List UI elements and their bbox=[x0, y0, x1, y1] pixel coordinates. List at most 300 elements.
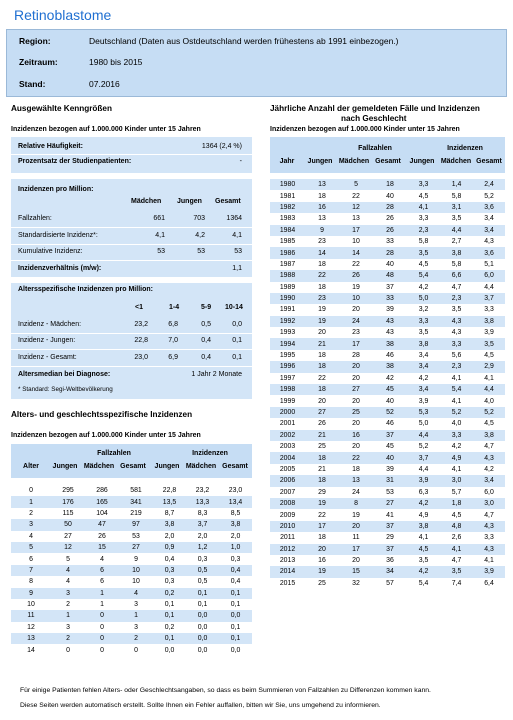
table-cell: 23 bbox=[318, 238, 326, 246]
table-cell: 25 bbox=[339, 407, 373, 418]
annual-col-girls: Mädchen bbox=[338, 158, 370, 165]
period-value: 1980 bis 2015 bbox=[89, 57, 143, 67]
age-col-0: <1 bbox=[135, 304, 143, 311]
row-cum-boys: 53 bbox=[197, 248, 205, 255]
age-row-boys-v0: 22,8 bbox=[134, 337, 148, 344]
table-cell: 25 bbox=[318, 443, 326, 451]
table-cell: 31 bbox=[373, 475, 407, 486]
table-cell: 2003 bbox=[279, 443, 296, 451]
table-cell: 1 bbox=[51, 610, 85, 621]
table-cell: 2007 bbox=[279, 488, 296, 496]
table-cell: 9 bbox=[134, 555, 138, 563]
table-cell: 13,3 bbox=[186, 496, 219, 507]
annual-table-row bbox=[270, 555, 505, 566]
table-cell: 10 bbox=[352, 238, 360, 246]
table-cell: 4 bbox=[100, 555, 104, 563]
table-cell: 22 bbox=[352, 260, 360, 268]
table-cell: 33 bbox=[373, 293, 407, 304]
annual-group-inc: Inzidenzen bbox=[447, 145, 483, 152]
annual-table-row bbox=[270, 509, 505, 520]
table-cell: 36 bbox=[386, 557, 394, 565]
table-cell: 3,0 bbox=[440, 475, 473, 486]
annual-col-total: Gesamt bbox=[375, 158, 401, 165]
table-cell: 4 bbox=[29, 532, 33, 540]
age-group-inc: Inzidenzen bbox=[192, 450, 228, 457]
table-cell: 3,3 bbox=[407, 316, 440, 327]
table-cell: 1992 bbox=[270, 316, 305, 327]
table-cell: 3,7 bbox=[186, 519, 219, 530]
annual-table-row bbox=[270, 487, 505, 498]
table-cell: 18 bbox=[318, 283, 326, 291]
age-specific-box bbox=[11, 283, 252, 399]
table-cell: 115 bbox=[62, 509, 74, 517]
table-cell: 4,5 bbox=[418, 192, 429, 200]
table-cell: 22 bbox=[352, 192, 360, 200]
table-cell: 3 bbox=[51, 588, 85, 599]
table-cell: 4,7 bbox=[451, 557, 462, 565]
age-col-inc-boys: Jungen bbox=[154, 463, 180, 470]
annual-table-row bbox=[270, 498, 505, 509]
divider bbox=[11, 333, 252, 334]
annual-table-row bbox=[270, 407, 505, 418]
table-cell: 22,8 bbox=[162, 487, 177, 495]
table-cell: 1991 bbox=[279, 306, 296, 314]
table-cell: 18 bbox=[318, 260, 326, 268]
table-cell: 3 bbox=[134, 623, 138, 631]
table-cell: 4,3 bbox=[440, 316, 473, 327]
table-cell: 50 bbox=[51, 519, 85, 530]
table-cell: 1,8 bbox=[440, 498, 473, 509]
age-col-inc-girls: Mädchen bbox=[185, 463, 217, 470]
table-cell: 4,3 bbox=[473, 521, 505, 532]
table-cell: 4 bbox=[119, 588, 153, 599]
annual-table-row bbox=[270, 430, 505, 441]
status-row bbox=[19, 79, 120, 89]
region-value: Deutschland (Daten aus Ostdeutschland werden frühestens ab 1991 einbezogen.) bbox=[89, 36, 399, 46]
table-cell: 53 bbox=[132, 532, 140, 540]
table-cell: 37 bbox=[373, 544, 407, 555]
table-cell: 5,0 bbox=[418, 420, 429, 428]
table-cell: 20 bbox=[339, 361, 373, 372]
age-table-row bbox=[11, 576, 252, 587]
age-table-row bbox=[11, 531, 252, 542]
table-cell: 4,7 bbox=[451, 283, 462, 291]
table-cell: 6 bbox=[100, 578, 104, 586]
period-row bbox=[19, 57, 142, 67]
annual-table-row bbox=[270, 373, 505, 384]
table-cell: 4,7 bbox=[484, 443, 494, 451]
table-cell: 13 bbox=[352, 215, 360, 223]
table-cell: 18 bbox=[352, 465, 360, 473]
incidence-title: Inzidenzen pro Million: bbox=[18, 186, 94, 193]
annual-table-row bbox=[270, 441, 505, 452]
table-cell: 3,1 bbox=[440, 202, 473, 213]
incidence-box bbox=[11, 179, 252, 277]
table-cell: 15 bbox=[85, 542, 119, 553]
row-std-girls: 4,1 bbox=[155, 232, 165, 239]
divider bbox=[11, 260, 252, 261]
table-cell: 20 bbox=[352, 557, 360, 565]
annual-table-row bbox=[270, 338, 505, 349]
table-cell: 0,9 bbox=[153, 542, 186, 553]
footnote: * Standard: Segi-Weltbevölkerung bbox=[18, 386, 113, 393]
table-cell: 37 bbox=[373, 521, 407, 532]
age-gender-title: Alters- und geschlechtsspezifische Inzidenzen bbox=[11, 410, 193, 419]
table-cell: 2010 bbox=[270, 521, 305, 532]
table-cell: 4,2 bbox=[451, 443, 462, 451]
table-cell: 26 bbox=[373, 225, 407, 236]
table-cell: 3,5 bbox=[473, 338, 505, 349]
table-cell: 2 bbox=[66, 601, 70, 609]
table-cell: 6 bbox=[85, 565, 119, 576]
annual-col-inc-boys: Jungen bbox=[409, 158, 435, 165]
table-cell: 6,4 bbox=[484, 579, 494, 587]
status-value: 07.2016 bbox=[89, 79, 120, 89]
table-cell: 18 bbox=[318, 192, 326, 200]
table-cell: 5,8 bbox=[418, 238, 429, 246]
table-cell: 1988 bbox=[270, 270, 305, 281]
table-cell: 1990 bbox=[270, 293, 305, 304]
table-cell: 2009 bbox=[279, 511, 296, 519]
col-boys-header: Jungen bbox=[177, 198, 202, 205]
table-cell: 41 bbox=[386, 511, 394, 519]
table-cell: 2,7 bbox=[451, 238, 462, 246]
table-cell: 4,5 bbox=[484, 420, 494, 428]
table-cell: 26 bbox=[339, 270, 373, 281]
table-cell: 3,3 bbox=[484, 306, 494, 314]
table-cell: 13,5 bbox=[153, 496, 186, 507]
table-cell: 4,4 bbox=[440, 225, 473, 236]
table-cell: 2,0 bbox=[197, 532, 208, 540]
table-cell: 29 bbox=[318, 488, 326, 496]
table-cell: 23 bbox=[352, 329, 360, 337]
ratio-value: 1,1 bbox=[232, 265, 242, 272]
table-cell: 2004 bbox=[270, 452, 305, 463]
table-cell: 5,7 bbox=[451, 488, 462, 496]
age-table-row bbox=[11, 485, 252, 496]
table-cell: 0,1 bbox=[230, 601, 241, 609]
annual-table-row bbox=[270, 578, 505, 589]
rel-freq-value: 1364 (2,4 %) bbox=[201, 143, 242, 150]
table-cell: 39 bbox=[386, 306, 394, 314]
table-cell: 20 bbox=[305, 544, 339, 555]
table-cell: 5,2 bbox=[473, 407, 505, 418]
table-cell: 40 bbox=[386, 397, 394, 405]
table-cell: 4 bbox=[66, 578, 70, 586]
table-cell: 5,8 bbox=[451, 260, 462, 268]
annual-table-row bbox=[270, 327, 505, 338]
table-cell: 27 bbox=[339, 384, 373, 395]
row-cases-girls: 661 bbox=[153, 215, 165, 222]
status-label: Stand: bbox=[19, 79, 46, 89]
age-gender-subtitle: Inzidenzen bezogen auf 1.000.000 Kinder unter 15 Jahren bbox=[11, 432, 201, 439]
table-cell: 14 bbox=[339, 247, 373, 258]
table-cell: 3 bbox=[134, 601, 138, 609]
info-header-box bbox=[6, 29, 507, 97]
table-cell: 24 bbox=[352, 488, 360, 496]
table-cell: 5 bbox=[66, 555, 70, 563]
table-cell: 18 bbox=[373, 179, 407, 190]
table-cell: 4,2 bbox=[418, 374, 429, 382]
annual-table-row bbox=[270, 418, 505, 429]
table-cell: 27 bbox=[64, 532, 72, 540]
annual-col-inc-total: Gesamt bbox=[476, 158, 502, 165]
table-cell: 21 bbox=[305, 338, 339, 349]
table-cell: 3,8 bbox=[219, 519, 252, 530]
row-cum-girls: 53 bbox=[157, 248, 165, 255]
table-cell: 2,3 bbox=[407, 225, 440, 236]
table-cell: 3,3 bbox=[440, 338, 473, 349]
table-cell: 4,0 bbox=[484, 397, 494, 405]
annual-group-cases: Fallzahlen bbox=[358, 145, 392, 152]
age-row-girls-v1: 6,8 bbox=[168, 321, 178, 328]
table-cell: 20 bbox=[352, 443, 360, 451]
table-cell: 53 bbox=[386, 488, 394, 496]
table-cell: 3,8 bbox=[407, 521, 440, 532]
table-cell: 0 bbox=[85, 633, 119, 644]
median-label: Altersmedian bei Diagnose: bbox=[18, 371, 111, 378]
table-cell: 4,5 bbox=[484, 352, 494, 360]
table-cell: 2 bbox=[29, 509, 33, 517]
table-cell: 9 bbox=[305, 225, 339, 236]
table-cell: 4,2 bbox=[484, 465, 494, 473]
table-cell: 5,2 bbox=[418, 443, 429, 451]
region-row bbox=[19, 36, 399, 46]
annual-col-boys: Jungen bbox=[307, 158, 333, 165]
table-cell: 19 bbox=[352, 511, 360, 519]
col-girls-header: Mädchen bbox=[131, 198, 162, 205]
age-table-row bbox=[11, 588, 252, 599]
table-cell: 10 bbox=[119, 565, 153, 576]
table-cell: 2,6 bbox=[451, 534, 462, 542]
annual-table-row bbox=[270, 247, 505, 258]
table-cell: 97 bbox=[119, 519, 153, 530]
ratio-label: Inzidenzverhältnis (m/w): bbox=[18, 265, 102, 272]
annual-table-row bbox=[270, 475, 505, 486]
table-cell: 19 bbox=[305, 498, 339, 509]
table-cell: 4,3 bbox=[484, 238, 494, 246]
annual-table-row bbox=[270, 259, 505, 270]
divider bbox=[11, 154, 252, 155]
annual-table-row bbox=[270, 304, 505, 315]
annual-table-row bbox=[270, 225, 505, 236]
region-label: Region: bbox=[19, 36, 51, 46]
annual-table-row bbox=[270, 202, 505, 213]
table-cell: 3,5 bbox=[407, 247, 440, 258]
table-cell: 18 bbox=[305, 475, 339, 486]
table-cell: 27 bbox=[305, 407, 339, 418]
age-table-row bbox=[11, 622, 252, 633]
table-cell: 3,7 bbox=[407, 452, 440, 463]
table-cell: 0,0 bbox=[219, 610, 252, 621]
table-cell: 4,9 bbox=[418, 511, 429, 519]
annual-table-row bbox=[270, 270, 505, 281]
table-cell: 0,3 bbox=[197, 555, 208, 563]
table-cell: 20 bbox=[352, 374, 360, 382]
age-row-total-label: Inzidenz - Gesamt: bbox=[18, 354, 77, 361]
table-cell: 0,0 bbox=[197, 623, 208, 631]
footer-line-1: Für einige Patienten fehlen Alters- oder Geschlechtsangaben, so dass es beim Summieren von Fallzahlen zu Differenzen kommen kann. bbox=[20, 687, 431, 694]
row-cases-total: 1364 bbox=[226, 215, 242, 222]
table-cell: 15 bbox=[339, 566, 373, 577]
table-cell: 1 bbox=[11, 496, 51, 507]
table-cell: 4,2 bbox=[407, 498, 440, 509]
age-row-total-v0: 23,0 bbox=[134, 354, 148, 361]
table-cell: 12 bbox=[339, 202, 373, 213]
annual-table-row bbox=[270, 532, 505, 543]
relative-frequency-box bbox=[11, 137, 252, 173]
annual-table-row bbox=[270, 316, 505, 327]
table-cell: 34 bbox=[373, 566, 407, 577]
table-cell: 7 bbox=[11, 565, 51, 576]
table-cell: 13 bbox=[305, 179, 339, 190]
table-cell: 28 bbox=[352, 352, 360, 360]
table-cell: 4,5 bbox=[407, 544, 440, 555]
table-cell: 40 bbox=[386, 260, 394, 268]
age-col-girls: Mädchen bbox=[83, 463, 115, 470]
annual-table-row bbox=[270, 521, 505, 532]
table-cell: 4,1 bbox=[418, 534, 429, 542]
table-cell: 37 bbox=[373, 430, 407, 441]
table-cell: 1999 bbox=[279, 397, 296, 405]
table-cell: 8,3 bbox=[197, 509, 208, 517]
table-cell: 1985 bbox=[279, 238, 296, 246]
table-cell: 0,3 bbox=[164, 578, 175, 586]
table-cell: 27 bbox=[373, 498, 407, 509]
table-cell: 3,9 bbox=[407, 475, 440, 486]
table-cell: 2,0 bbox=[164, 532, 175, 540]
age-row-total-v2: 0,4 bbox=[201, 354, 211, 361]
table-cell: 6 bbox=[29, 555, 33, 563]
table-cell: 4,3 bbox=[473, 544, 505, 555]
annual-table-row bbox=[270, 213, 505, 224]
table-cell: 20 bbox=[318, 329, 326, 337]
table-cell: 0,5 bbox=[186, 565, 219, 576]
table-cell: 17 bbox=[305, 521, 339, 532]
table-cell: 4,3 bbox=[451, 329, 462, 337]
table-cell: 0,0 bbox=[164, 646, 175, 654]
table-cell: 3,5 bbox=[418, 557, 429, 565]
row-cum-label: Kumulative Inzidenz: bbox=[18, 248, 83, 255]
table-cell: 38 bbox=[373, 338, 407, 349]
table-cell: 4,4 bbox=[418, 465, 429, 473]
table-cell: 5,3 bbox=[407, 407, 440, 418]
table-cell: 22 bbox=[339, 452, 373, 463]
table-cell: 8 bbox=[339, 498, 373, 509]
table-cell: 0,1 bbox=[153, 610, 186, 621]
table-cell: 2001 bbox=[279, 420, 296, 428]
table-cell: 1 bbox=[85, 588, 119, 599]
age-row-girls-v3: 0,0 bbox=[232, 321, 242, 328]
age-col-1: 1-4 bbox=[169, 304, 180, 311]
annual-table-row bbox=[270, 236, 505, 247]
annual-table-row bbox=[270, 566, 505, 577]
table-cell: 48 bbox=[373, 270, 407, 281]
table-cell: 5,4 bbox=[440, 384, 473, 395]
table-cell: 3,3 bbox=[440, 430, 473, 441]
table-cell: 4,5 bbox=[451, 511, 462, 519]
table-cell: 4,1 bbox=[484, 557, 494, 565]
age-col-age: Alter bbox=[23, 463, 39, 470]
table-cell: 28 bbox=[373, 247, 407, 258]
table-cell: 3,3 bbox=[484, 534, 494, 542]
age-col-inc-total: Gesamt bbox=[222, 463, 248, 470]
table-cell: 2,3 bbox=[440, 361, 473, 372]
col-total-header: Gesamt bbox=[215, 198, 241, 205]
row-std-boys: 4,2 bbox=[195, 232, 205, 239]
table-cell: 19 bbox=[318, 306, 326, 314]
age-col-total: Gesamt bbox=[120, 463, 146, 470]
table-cell: 8,5 bbox=[230, 509, 241, 517]
table-cell: 1,2 bbox=[186, 542, 219, 553]
table-cell: 23,2 bbox=[195, 487, 210, 495]
row-cases-boys: 703 bbox=[193, 215, 205, 222]
annual-title-1: Jährliche Anzahl der gemeldeten Fälle und Inzidenzen bbox=[270, 104, 480, 113]
table-cell: 1,0 bbox=[219, 542, 252, 553]
annual-table-row bbox=[270, 395, 505, 406]
table-cell: 3,8 bbox=[153, 519, 186, 530]
table-cell: 12 bbox=[27, 623, 35, 631]
table-cell: 52 bbox=[373, 407, 407, 418]
table-cell: 3,5 bbox=[451, 215, 462, 223]
row-cum-total: 53 bbox=[234, 248, 242, 255]
table-cell: 46 bbox=[386, 420, 394, 428]
row-std-total: 4,1 bbox=[232, 232, 242, 239]
table-cell: 4,7 bbox=[484, 511, 494, 519]
table-cell: 13 bbox=[339, 475, 373, 486]
table-cell: 14 bbox=[27, 646, 35, 654]
table-cell: 0,1 bbox=[153, 633, 186, 644]
annual-table bbox=[270, 179, 505, 589]
table-cell: 0,1 bbox=[219, 633, 252, 644]
table-cell: 4 bbox=[51, 565, 85, 576]
age-col-3: 10-14 bbox=[225, 304, 243, 311]
annual-table-row bbox=[270, 179, 505, 190]
table-cell: 18 bbox=[305, 361, 339, 372]
table-cell: 3,8 bbox=[440, 247, 473, 258]
table-cell: 17 bbox=[339, 338, 373, 349]
table-cell: 0,1 bbox=[186, 588, 219, 599]
table-cell: 5,4 bbox=[418, 579, 429, 587]
table-cell: 23,0 bbox=[228, 487, 243, 495]
table-cell: 27 bbox=[119, 542, 153, 553]
table-cell: 25 bbox=[318, 579, 326, 587]
table-cell: 3,4 bbox=[473, 475, 505, 486]
table-cell: 4,8 bbox=[440, 521, 473, 532]
table-cell: 13 bbox=[318, 215, 326, 223]
table-cell: 3,2 bbox=[418, 306, 429, 314]
age-specific-title: Altersspezifische Inzidenzen pro Million: bbox=[18, 286, 153, 293]
table-cell: 1996 bbox=[270, 361, 305, 372]
table-cell: 1984 bbox=[270, 225, 305, 236]
age-table-row bbox=[11, 565, 252, 576]
table-cell: 1983 bbox=[279, 215, 296, 223]
table-cell: 0,1 bbox=[230, 623, 241, 631]
table-cell: 219 bbox=[130, 509, 142, 517]
age-row-girls-label: Inzidenz - Mädchen: bbox=[18, 321, 82, 328]
table-cell: 1,4 bbox=[440, 179, 473, 190]
table-cell: 26 bbox=[318, 420, 326, 428]
table-cell: 4,4 bbox=[484, 283, 494, 291]
table-cell: 4,1 bbox=[484, 374, 494, 382]
table-cell: 7,4 bbox=[451, 579, 462, 587]
table-cell: 3,5 bbox=[440, 566, 473, 577]
table-cell: 22 bbox=[318, 511, 326, 519]
table-cell: 10 bbox=[27, 601, 35, 609]
table-cell: 5,1 bbox=[484, 260, 494, 268]
page-title: Retinoblastome bbox=[14, 7, 112, 23]
table-cell: 22 bbox=[305, 270, 339, 281]
